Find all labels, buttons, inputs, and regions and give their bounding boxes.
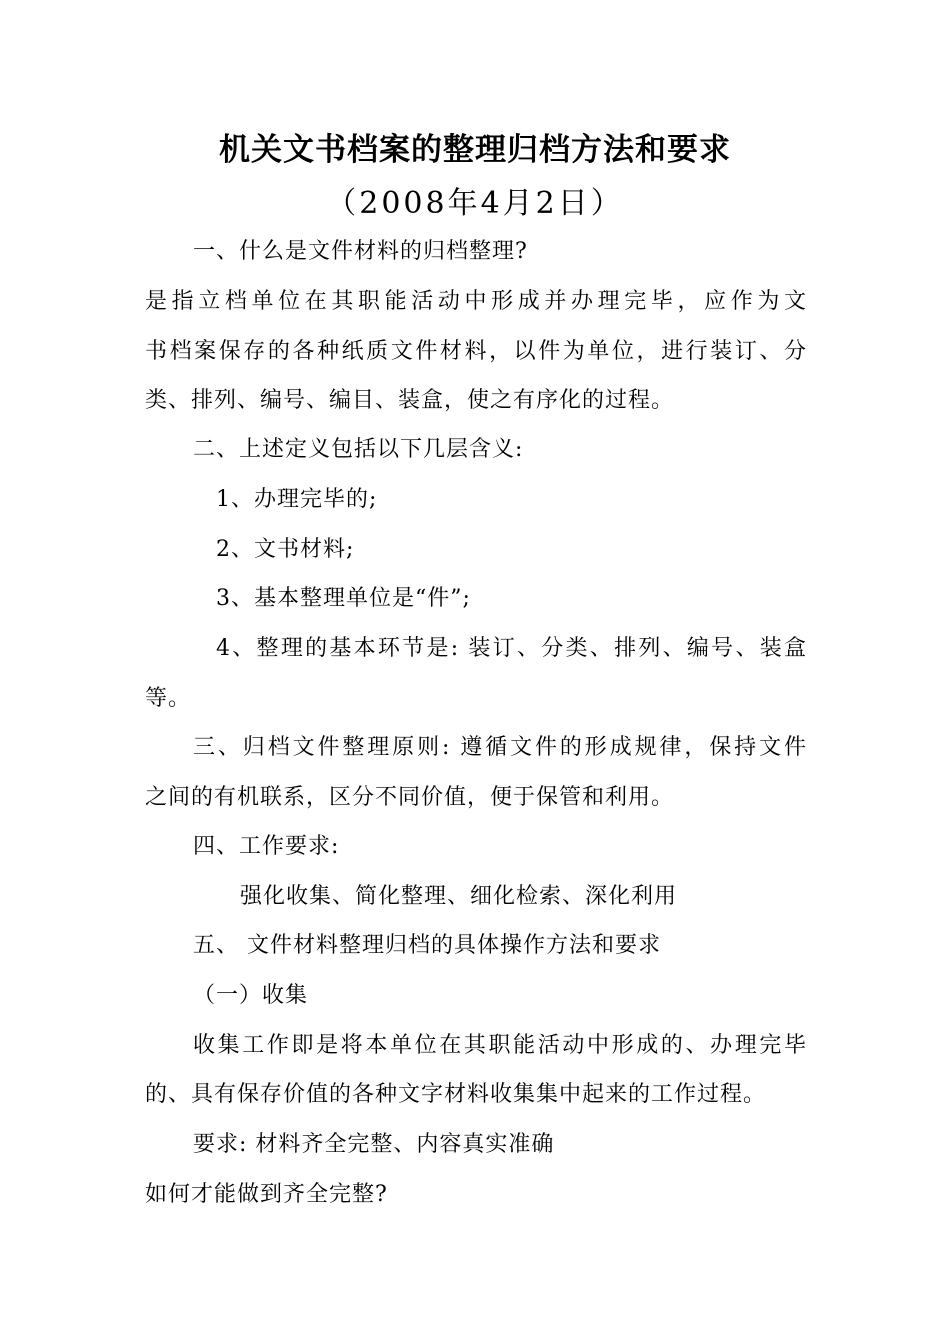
list-item: 1、办理完毕的; <box>216 487 378 512</box>
section-heading: 三、归档文件整理原则: 遵循文件的形成规律，保持文件 <box>193 735 807 760</box>
document-date: （2008年4月2日） <box>326 186 624 221</box>
section-heading: 一、什么是文件材料的归档整理? <box>193 239 528 264</box>
document-title: 机关文书档案的整理归档方法和要求 <box>219 132 731 168</box>
paragraph-line: 要求: 材料齐全完整、内容真实准确 <box>193 1132 555 1157</box>
paragraph-line: 如何才能做到齐全完整? <box>145 1182 388 1207</box>
paragraph-line: 的、具有保存价值的各种文字材料收集集中起来的工作过程。 <box>145 1082 767 1107</box>
paragraph-line: 类、排列、编号、编目、装盒，使之有序化的过程。 <box>145 388 675 413</box>
paragraph-line: 之间的有机联系，区分不同价值，便于保管和利用。 <box>145 785 675 810</box>
list-item: 4、整理的基本环节是: 装订、分类、排列、编号、装盒 <box>216 636 807 661</box>
subsection-heading: （一）收集 <box>193 983 309 1008</box>
paragraph-line: 书档案保存的各种纸质文件材料，以件为单位，进行装订、分 <box>145 339 807 364</box>
paragraph-line: 强化收集、简化整理、细化检索、深化利用 <box>240 884 678 909</box>
paragraph-line: 等。 <box>145 686 192 711</box>
section-heading: 二、上述定义包括以下几层含义: <box>193 437 524 462</box>
section-heading: 五、 文件材料整理归档的具体操作方法和要求 <box>193 933 661 958</box>
list-item: 2、文书材料; <box>216 537 355 562</box>
section-heading: 四、工作要求: <box>193 834 340 859</box>
list-item: 3、基本整理单位是“件”; <box>216 586 471 611</box>
paragraph-line: 收集工作即是将本单位在其职能活动中形成的、办理完毕 <box>193 1033 807 1058</box>
paragraph-line: 是指立档单位在其职能活动中形成并办理完毕，应作为文 <box>145 289 807 314</box>
